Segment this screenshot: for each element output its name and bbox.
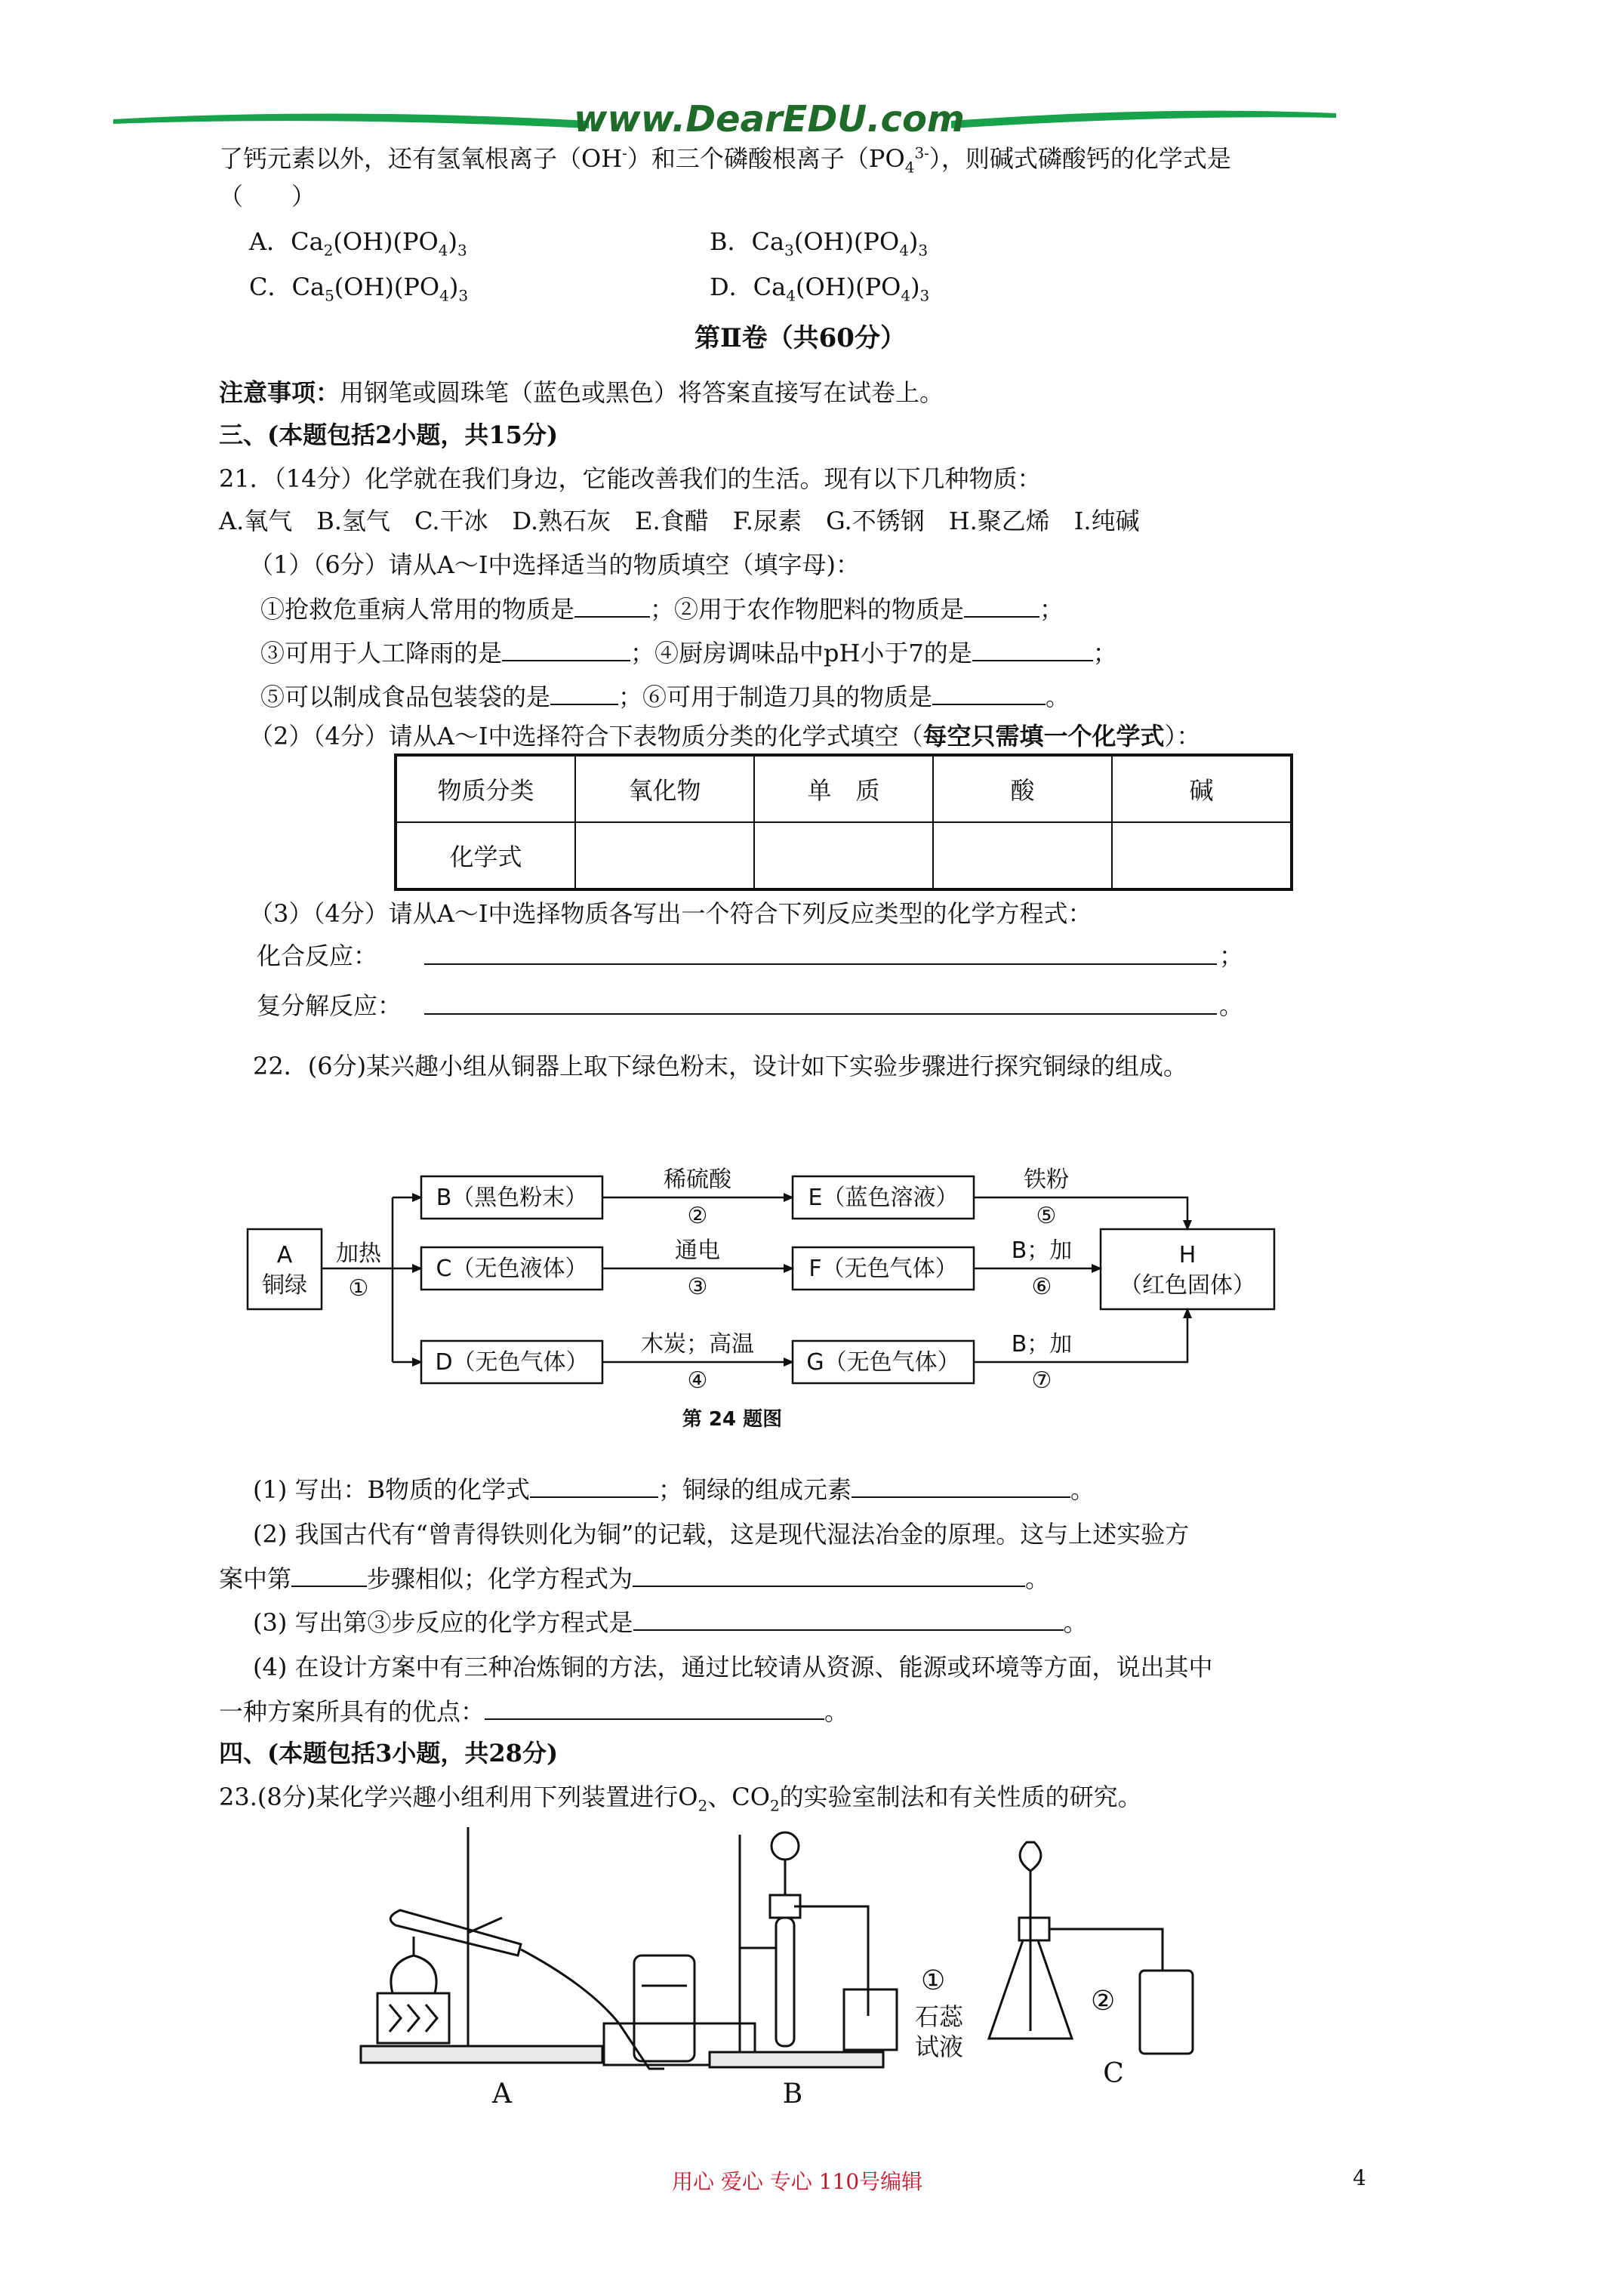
combination-label: 化合反应： — [257, 942, 378, 970]
table-header: 物质分类 — [396, 755, 575, 822]
q20-stem: 了钙元素以外，还有氢氧根离子（OH-）和三个磷酸根离子$(PO_4^{3-})$，则碱式磷酸钙的化学式是 — [219, 143, 1231, 177]
apparatus-a — [361, 1827, 755, 2069]
q20-option-c: C．$Ca_5(OH)(PO_4)_3$ — [249, 273, 469, 305]
answer-blank[interactable] — [530, 1474, 658, 1498]
mark-1: ① — [921, 1965, 946, 1996]
step-5: ⑤ — [1036, 1203, 1057, 1229]
box-b-label: B（黑色粉末） — [436, 1185, 588, 1211]
answer-blank[interactable] — [550, 681, 618, 705]
box-a-line2: 铜绿 — [262, 1272, 307, 1299]
reagent-label-6: B；加 — [1011, 1237, 1073, 1264]
box-h-line1: H — [1178, 1242, 1196, 1268]
gas-jar — [634, 1955, 694, 2061]
step-6: ⑥ — [1031, 1274, 1052, 1300]
litmus-line2: 试液 — [915, 2032, 964, 2061]
heat-label: 加热 — [336, 1240, 381, 1267]
right-swoosh — [951, 111, 1336, 128]
page-number: 4 — [1353, 2165, 1366, 2190]
q23-apparatus-figure — [347, 1812, 1298, 2114]
reagent-label-7: B；加 — [1011, 1331, 1073, 1358]
table-answer-cell[interactable] — [933, 822, 1112, 889]
table-answer-cell[interactable] — [754, 822, 933, 889]
double-decomposition-label: 复分解反应： — [257, 991, 402, 1020]
step-4: ④ — [687, 1367, 708, 1394]
delivery-tube-c — [1049, 1929, 1163, 1971]
arrow-e-to-h — [974, 1197, 1187, 1229]
table-header: 酸 — [933, 755, 1112, 822]
reagent-label-2: 稀硫酸 — [664, 1166, 731, 1193]
table-row-label: 化学式 — [396, 822, 575, 889]
table-header: 氧化物 — [575, 755, 754, 822]
q22-stem: 22．(6分)某兴趣小组从铜器上取下绿色粉末，设计如下实验步骤进行探究铜绿的组成。 — [253, 1052, 1188, 1080]
reagent-label-3: 通电 — [675, 1237, 720, 1264]
q21-item-row2: ③可用于人工降雨的是 ；④厨房调味品中pH小于7的是 ； — [260, 639, 1117, 667]
table-row — [396, 822, 1292, 889]
answer-blank[interactable] — [574, 593, 650, 618]
q22-sub2-line2: 案中第 步骤相似；化学方程式为 。 — [219, 1564, 1050, 1593]
combination-end: ； — [1219, 942, 1244, 970]
step-3: ③ — [687, 1274, 708, 1300]
answer-blank[interactable] — [964, 593, 1039, 618]
q20-option-b: B．$Ca_3(OH)(PO_4)_3$ — [710, 227, 929, 260]
box-d-label: D（无色气体） — [435, 1349, 589, 1376]
q21-item-row3: ⑤可以制成食品包装袋的是 ；⑥可用于制造刀具的物质是 。 — [260, 683, 1070, 711]
left-swoosh — [113, 113, 589, 128]
q21-stem: 21．（14分）化学就在我们身边，它能改善我们的生活。现有以下几种物质： — [219, 464, 1042, 493]
heater-pattern — [390, 2005, 437, 2032]
site-logo: www.DearEDU.com — [574, 98, 965, 140]
answer-blank[interactable] — [932, 681, 1046, 705]
q22-flowchart — [242, 1148, 1283, 1435]
arrow-g-to-h — [974, 1309, 1187, 1362]
q23-stem: 23.(8分)某化学兴趣小组利用下列装置进行$O_2$、$CO_2$的实验室制法和有关性质的研究。 — [219, 1783, 1142, 1815]
delivery-tube-b — [794, 1906, 868, 2016]
q21-substances: A.氧气 B.氢气 C.干冰 D.熟石灰 E.食醋 F.尿素 G.不锈钢 H.聚乙烯 I.纯碱 — [219, 507, 1140, 535]
answer-blank[interactable] — [291, 1563, 367, 1587]
q21-part1: （1）（6分）请从A～I中选择适当的物质填空（填字母)： — [249, 550, 860, 579]
collecting-bottle — [1140, 1971, 1193, 2054]
footer-text: 用心 爱心 专心 110号编辑 — [672, 2169, 923, 2194]
notice: 注意事项：用钢笔或圆珠笔（蓝色或黑色）将答案直接写在试卷上。 — [219, 378, 944, 407]
stand-base — [361, 2046, 602, 2063]
q22-sub4-line1: (4) 在设计方案中有三种冶炼铜的方法，通过比较请从资源、能源或环境等方面，说出其中 — [253, 1653, 1213, 1681]
label-a: A — [492, 2079, 512, 2110]
answer-blank[interactable] — [633, 1563, 1025, 1587]
label-c: C — [1103, 2058, 1124, 2089]
part2-title: 第Ⅱ卷（共60分） — [694, 323, 906, 353]
label-b: B — [782, 2079, 803, 2110]
apparatus-c — [989, 1842, 1193, 2054]
table-header: 碱 — [1112, 755, 1292, 822]
double-decomposition-blank[interactable] — [424, 1013, 1217, 1015]
double-decomposition-end: 。 — [1219, 991, 1244, 1020]
q20-option-d: D．$Ca_4(OH)(PO_4)_3$ — [710, 273, 930, 305]
test-tube-b — [776, 1918, 794, 2046]
answer-blank[interactable] — [502, 637, 630, 661]
alcohol-lamp — [391, 1955, 436, 1993]
reagent-label-4: 木炭；高温 — [641, 1331, 754, 1358]
stopper-c — [1019, 1918, 1049, 1940]
reagent-label-5: 铁粉 — [1024, 1166, 1069, 1193]
table-row — [396, 755, 1292, 822]
box-c-label: C（无色液体） — [436, 1256, 588, 1282]
combination-blank[interactable] — [424, 963, 1217, 965]
step-7: ⑦ — [1031, 1367, 1052, 1394]
step-2: ② — [687, 1203, 708, 1229]
q22-sub1: (1) 写出：B物质的化学式 ；铜绿的组成元素 。 — [253, 1475, 1095, 1504]
q21-part2: （2）（4分）请从A～I中选择符合下表物质分类的化学式填空（每空只需填一个化学式）： — [249, 722, 1201, 750]
q22-sub2-line1: (2) 我国古代有“曾青得铁则化为铜”的记载，这是现代湿法冶金的原理。这与上述实验方 — [253, 1520, 1190, 1549]
beaker-b — [844, 1989, 897, 2050]
box-f-label: F（无色气体） — [808, 1256, 958, 1282]
q21-part3: （3）（4分）请从A～I中选择物质各写出一个符合下列反应类型的化学方程式： — [249, 899, 1092, 928]
clamp — [468, 1918, 502, 1933]
table-header: 单 质 — [754, 755, 933, 822]
litmus-line1: 石蕊 — [915, 2002, 964, 2031]
classification-table — [394, 754, 1293, 891]
q21-item-row1: ①抢救危重病人常用的物质是 ；②用于农作物肥料的物质是 ； — [260, 595, 1064, 624]
thistle-funnel — [1020, 1842, 1041, 1871]
q22-sub4-line2: 一种方案所具有的优点： 。 — [219, 1697, 849, 1726]
answer-blank[interactable] — [972, 637, 1093, 661]
figure-caption: 第 24 题图 — [682, 1408, 783, 1431]
funnel-bulb — [771, 1832, 799, 1860]
stand-base-b — [710, 2052, 883, 2067]
box-e-label: E（蓝色溶液） — [808, 1185, 959, 1211]
answer-blank[interactable] — [485, 1696, 824, 1720]
mark-2: ② — [1091, 1986, 1116, 2017]
table-answer-cell[interactable] — [1112, 822, 1292, 889]
section4-heading: 四、(本题包括3小题，共28分) — [219, 1739, 559, 1767]
box-a-line1: A — [276, 1242, 293, 1268]
table-answer-cell[interactable] — [575, 822, 754, 889]
box-g-label: G（无色气体） — [806, 1349, 960, 1376]
q22-sub3: (3) 写出第③步反应的化学方程式是 。 — [253, 1608, 1088, 1637]
q20-option-a: A．$Ca_2(OH)(PO_4)_3$ — [249, 227, 467, 260]
box-h-line2: （红色固体） — [1119, 1272, 1255, 1299]
section3-heading: 三、(本题包括2小题，共15分) — [219, 421, 559, 449]
apparatus-b — [710, 1832, 897, 2067]
answer-blank[interactable] — [633, 1607, 1064, 1631]
step-1: ① — [348, 1275, 369, 1302]
answer-blank[interactable] — [852, 1474, 1070, 1498]
q20-answer-paren: （ ） — [219, 182, 316, 211]
